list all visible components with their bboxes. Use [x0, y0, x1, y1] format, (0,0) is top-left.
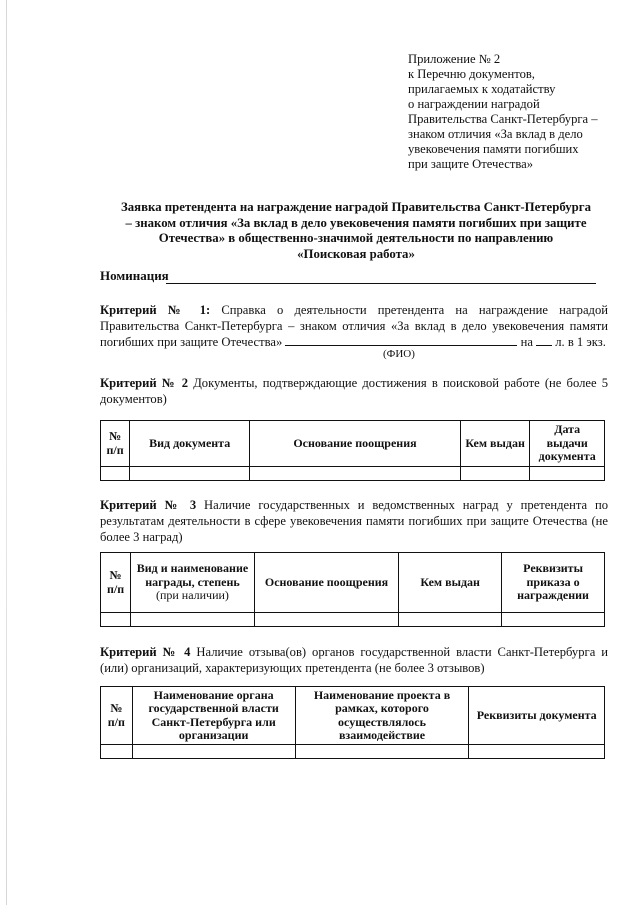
- col-reason: Основание поощрения: [254, 553, 398, 613]
- table-cell[interactable]: [250, 467, 461, 481]
- col-project: Наименование проекта в рамках, которого осуществлялось взаимодействие: [295, 687, 469, 745]
- criterion-4-label: Критерий № 4: [100, 645, 191, 659]
- fio-field[interactable]: [285, 335, 517, 346]
- nomination-field[interactable]: [166, 283, 596, 284]
- document-title: [96, 200, 616, 262]
- table-row: [101, 745, 605, 759]
- table-cell[interactable]: [399, 613, 502, 627]
- table-cell[interactable]: [101, 745, 133, 759]
- appendix-line: знаком отличия «За вклад в дело: [408, 127, 583, 141]
- col-order: Реквизиты приказа о награждении: [502, 553, 605, 613]
- criterion-4: [100, 644, 608, 676]
- criterion-2: [100, 375, 608, 407]
- scan-edge: [6, 0, 7, 905]
- table-cell[interactable]: [469, 745, 605, 759]
- pages-field[interactable]: [536, 335, 552, 346]
- table-cell[interactable]: [502, 613, 605, 627]
- col-award-note: (при наличии): [155, 588, 229, 603]
- col-number: № п/п: [101, 553, 131, 613]
- table-cell[interactable]: [131, 613, 255, 627]
- criterion-3: [100, 497, 608, 545]
- col-number: № п/п: [101, 687, 133, 745]
- col-date: Дата выдачи документа: [530, 421, 605, 467]
- table-header-row: [101, 421, 605, 467]
- criterion-1-label: Критерий № 1:: [100, 303, 211, 317]
- table-cell[interactable]: [132, 745, 295, 759]
- table-cell[interactable]: [101, 467, 130, 481]
- nomination-label: Номинация: [100, 268, 169, 283]
- criterion-1: [100, 302, 608, 350]
- table-cell[interactable]: [101, 613, 131, 627]
- table-row: [101, 467, 605, 481]
- col-award: [131, 553, 255, 613]
- table-cell[interactable]: [530, 467, 605, 481]
- title-line: «Поисковая работа»: [297, 246, 415, 261]
- appendix-line: о награждении наградой: [408, 97, 540, 111]
- table-header-row: [101, 553, 605, 613]
- col-issuer: Кем выдан: [399, 553, 502, 613]
- title-line: – знаком отличия «За вклад в дело увековечения памяти погибших при защите: [125, 215, 587, 230]
- col-reason: Основание поощрения: [250, 421, 461, 467]
- col-number: № п/п: [101, 421, 130, 467]
- criterion-3-text: Наличие государственных и ведомственных наград у претендента по результатам деятельности в сфере увековечения памяти погибших при защите Отечества (не более 3 наград): [100, 498, 608, 544]
- criterion-3-table: [100, 552, 605, 627]
- appendix-line: прилагаемых к ходатайству: [408, 82, 556, 96]
- criterion-1-text: Справка о деятельности претендента на награждение наградой Правительства Санкт-Петербурга – знаком отличия «За вклад в дело увековечения памяти погибших при защите Отечества»: [100, 303, 608, 349]
- col-organization: Наименование органа государственной власти Санкт-Петербурга или организации: [132, 687, 295, 745]
- col-requisites: Реквизиты документа: [469, 687, 605, 745]
- col-issuer: Кем выдан: [460, 421, 530, 467]
- title-line: Заявка претендента на награждение наградой Правительства Санкт-Петербурга: [121, 200, 591, 214]
- table-cell[interactable]: [295, 745, 469, 759]
- criterion-1-on: на: [520, 335, 533, 349]
- criterion-1-pages: л. в 1 экз.: [555, 335, 606, 349]
- title-line: Отечества» в общественно-значимой деятельности по направлению: [158, 231, 554, 245]
- criterion-2-text: Документы, подтверждающие достижения в поисковой работе (не более 5 документов): [100, 376, 609, 406]
- appendix-line: Правительства Санкт-Петербурга –: [408, 112, 598, 126]
- appendix-line: при защите Отечества»: [408, 157, 534, 171]
- criterion-3-label: Критерий № 3: [100, 498, 197, 512]
- criterion-2-label: Критерий № 2: [100, 376, 189, 390]
- col-doc-type: Вид документа: [130, 421, 250, 467]
- table-header-row: [101, 687, 605, 745]
- appendix-block: [408, 52, 608, 172]
- criterion-4-table: [100, 686, 605, 759]
- criterion-2-table: [100, 420, 605, 481]
- fio-caption: (ФИО): [383, 348, 415, 360]
- col-award-title: Вид и наименование награды, степень: [136, 561, 249, 589]
- table-cell[interactable]: [460, 467, 530, 481]
- table-row: [101, 613, 605, 627]
- criterion-4-text: Наличие отзыва(ов) органов государственной власти Санкт-Петербурга и (или) организаций, характеризующих претендента (не более 3 отзывов): [100, 645, 608, 675]
- appendix-line: к Перечню документов,: [408, 67, 535, 81]
- appendix-line: Приложение № 2: [408, 52, 501, 66]
- table-cell[interactable]: [254, 613, 398, 627]
- table-cell[interactable]: [130, 467, 250, 481]
- appendix-line: увековечения памяти погибших: [408, 142, 579, 156]
